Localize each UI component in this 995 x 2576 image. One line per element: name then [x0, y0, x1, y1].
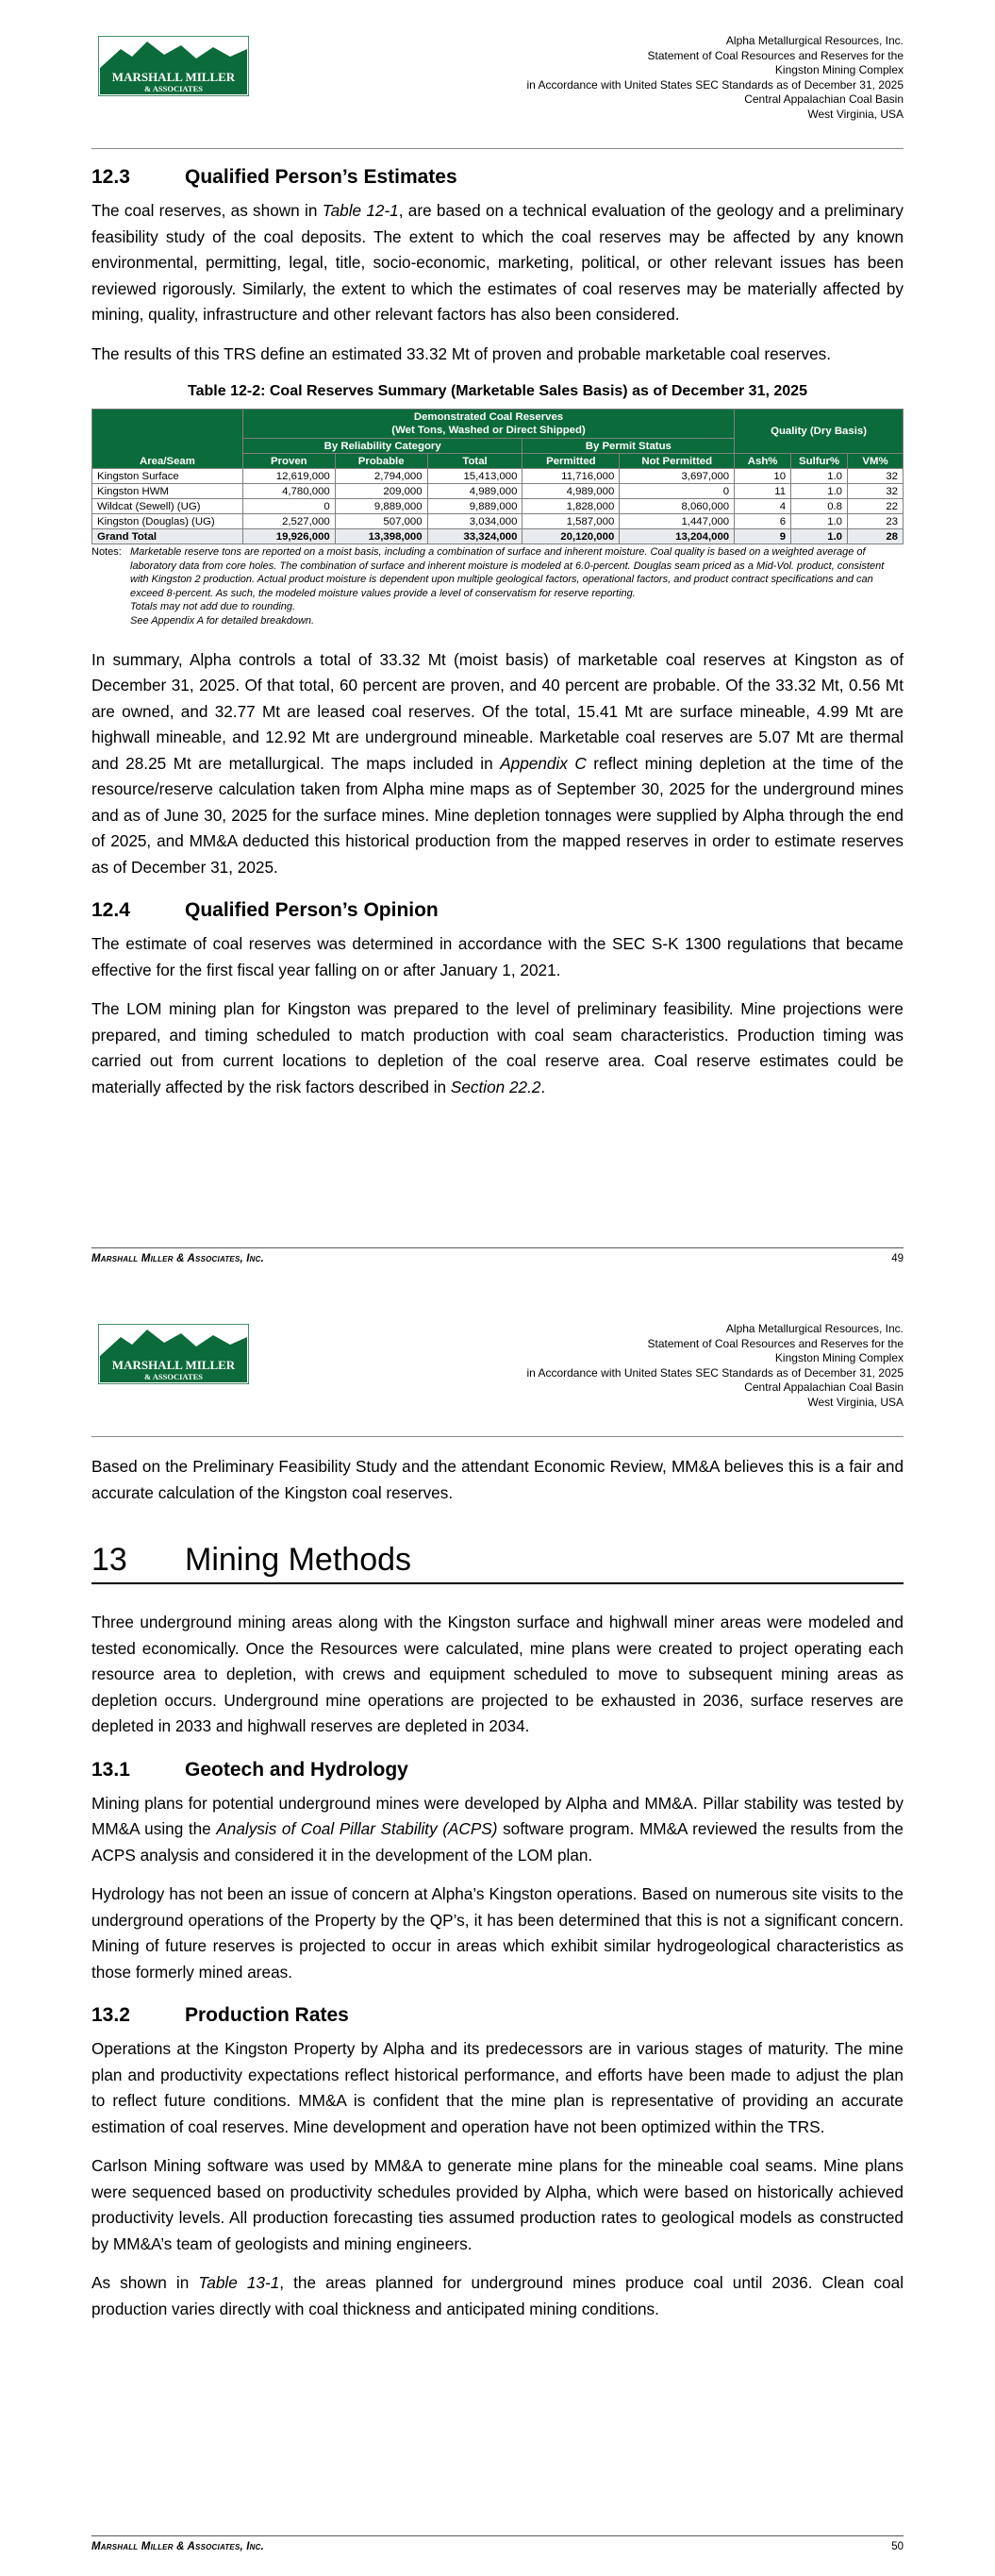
table-notes: Notes: Marketable reserve tons are reported on a moist basis, including a combination of surface and inherent moisture. Coal quality is based on a weighted average of laboratory data from core holes. The combination of surface and inherent moisture is modeled at 6.0-percent. Douglas seam priced as a Mid-Vol. product, consistent with Kingston 2 production. Actual product moisture is dependent upon multiple geological factors, operational factors, and product contract specifications and can exceed 8-percent. As such, the modeled moisture values provide a level of conservatism for reserve reporting. Totals may not add due to rounding. See Appendix A for detailed breakdown.	[91, 545, 904, 628]
paragraph-summary: In summary, Alpha controls a total of 33.32 Mt (moist basis) of marketable coal reserves at Kingston as of December 31, 2025. Of that total, 60 percent are proven, and 40 percent are probable. Of the 33.32 Mt, 0.56 Mt are owned, and 32.77 Mt are leased coal reserves. Of the total, 15.41 Mt are surface mineable, 4.99 Mt are highwall mineable, and 12.92 Mt are underground mineable. Marketable coal reserves are 5.07 Mt are thermal and 28.25 Mt are metallurgical. The maps included in Appendix C reflect mining depletion at the time of the resource/reserve calculation taken from Alpha mine maps as of September 30, 2025 for the underground mines and as of June 30, 2025 for the surface mines. Mine depletion tonnages were supplied by Alpha through the end of 2025, and MM&A deducted this historical production from the mapped reserves in order to estimate reserves as of December 31, 2025.	[91, 649, 904, 877]
header-complex: Kingston Mining Complex	[774, 1351, 904, 1365]
header-state: West Virginia, USA	[807, 107, 904, 121]
header-rule	[91, 148, 904, 149]
section-heading-13-2	[91, 2004, 904, 2027]
table-row: Kingston (Douglas) (UG) 2,527,000 507,000 3,034,000 1,587,000 1,447,000 6 1.0 23	[92, 514, 904, 529]
paragraph-mining-areas: Three underground mining areas along with the Kingston surface and highwall miner areas were modeled and tested economically. Once the Resources were calculated, mine plans were created to project operating each resource area to depletion, with crews and equipment scheduled to move to subsequent mining areas as depletion occurs. Underground mine operations are projected to be exhausted in 2036, surface reserves are depleted in 2033 and highwall reserves are depleted in 2034.	[91, 1613, 904, 1735]
col-probable: Probable	[335, 454, 427, 469]
main-content	[91, 166, 904, 1100]
paragraph-hydrology: Hydrology has not been an issue of concern at Alpha’s Kingston operations. Based on numerous site visits to the underground operations of the Property by the QP’s, it has been determined that this is not a significant concern. Mining of future reserves is projected to occur in areas which exhibit similar hydrogeological characteristics as those formerly mined areas.	[91, 1884, 904, 1982]
paragraph-conclusion: Based on the Preliminary Feasibility Study and the attendant Economic Review, MM&A believes this is a fair and accurate calculation of the Kingston coal reserves.	[91, 1457, 904, 1502]
logo-line1: MARSHALL MILLER	[111, 1358, 236, 1372]
note-appendix: See Appendix A for detailed breakdown.	[130, 614, 315, 627]
table-ref-link: Table 12-1	[322, 201, 399, 220]
header-basin: Central Appalachian Coal Basin	[744, 92, 904, 107]
chapter-number: 13	[91, 1542, 127, 1578]
section-title: Geotech and Hydrology	[185, 1758, 408, 1781]
footer-firm: Marshall Miller & Associates, Inc.	[91, 1253, 265, 1264]
section-title: Production Rates	[185, 2004, 349, 2026]
header-statement: Statement of Coal Resources and Reserves for the	[647, 1336, 904, 1350]
paragraph-sk1300: The estimate of coal reserves was determined in accordance with the SEC S-K 1300 regulations that became effective for the first fiscal year falling on or after January 1, 2021.	[91, 934, 904, 979]
note-rounding: Totals may not add due to rounding.	[130, 601, 296, 613]
section-heading-13-1	[91, 1759, 904, 1781]
paragraph-reserves-basis: The coal reserves, as shown in Table 12-1, are based on a technical evaluation of the geology and a preliminary feasibility study of the coal deposits. The extent to which the coal reserves may be affected by any known environmental, permitting, legal, title, socio-economic, marketing, political, or other relevant issues has been reviewed rigorously. Similarly, the extent to which the estimates of coal reserves may be materially affected by mining, quality, infrastructure and other relevant factors has also been considered.	[91, 201, 904, 324]
logo-line2: & ASSOCIATES	[144, 84, 203, 93]
chapter-heading-13	[91, 1542, 904, 1579]
main-content	[91, 1454, 904, 2322]
group-demonstrated: Demonstrated Coal Reserves (Wet Tons, Washed or Direct Shipped)	[242, 410, 734, 439]
paragraph-underground-production: As shown in Table 13-1, the areas planned for underground mines produce coal until 2036. Clean coal production varies directly with coal thickness and anticipated mining conditions.	[91, 2273, 904, 2318]
col-permitted: Permitted	[522, 454, 620, 469]
header-rule	[91, 1436, 904, 1437]
section-number: 12.4	[91, 899, 130, 922]
software-ref: Analysis of Coal Pillar Stability (ACPS)	[216, 1819, 498, 1838]
col-not-permitted: Not Permitted	[620, 454, 735, 469]
section-ref: Section 22.2	[450, 1077, 541, 1096]
paragraph-trs-results: The results of this TRS define an estimated 33.32 Mt of proven and probable marketable coal reserves.	[91, 343, 832, 363]
group-quality: Quality (Dry Basis)	[735, 410, 904, 454]
section-heading-12-3	[91, 166, 904, 189]
paragraph-maturity: Operations at the Kingston Property by Alpha and its predecessors are in various stages of maturity. The mine plan and productivity expectations reflect historical performance, and efforts have been made to adjust the plan to reflect future conditions. MM&A is confident that the mine plan is representative of providing an accurate estimation of coal reserves. Mine development and operation have not been optimized within the TRS.	[91, 2039, 904, 2136]
header-basin: Central Appalachian Coal Basin	[744, 1380, 904, 1395]
section-title: Qualified Person’s Opinion	[185, 899, 439, 922]
col-total: Total	[427, 454, 522, 469]
table-total-row: Grand Total 19,926,000 13,398,000 33,324,000 20,120,000 13,204,000 9 1.0 28	[92, 529, 904, 544]
table-row: Wildcat (Sewell) (UG) 0 9,889,000 9,889,000 1,828,000 8,060,000 4 0.8 22	[92, 499, 904, 514]
group-permit: By Permit Status	[522, 439, 735, 454]
header-standard: in Accordance with United States SEC Standards as of December 31, 2025	[526, 77, 904, 92]
footer-firm: Marshall Miller & Associates, Inc.	[91, 2541, 265, 2552]
company-logo	[98, 36, 249, 96]
col-proven: Proven	[242, 454, 335, 469]
logo-line2: & ASSOCIATES	[144, 1372, 203, 1381]
page-header	[526, 34, 904, 123]
section-number: 13.1	[91, 1758, 130, 1781]
chapter-title: Mining Methods	[185, 1542, 412, 1578]
col-sulfur: Sulfur%	[791, 454, 848, 469]
footer-rule	[91, 1247, 904, 1248]
table-ref: Table 13-1	[198, 2273, 280, 2292]
paragraph-carlson: Carlson Mining software was used by MM&A to generate mine plans for the mineable coal seams. Mine plans were sequenced based on productivity schedules provided by Alpha, which were based on historically achieved productivity levels. All production forecasting ties assumed production rates to geological models as constructed by MM&A’s team of geologists and mining engineers.	[91, 2156, 904, 2253]
header-standard: in Accordance with United States SEC Standards as of December 31, 2025	[526, 1365, 904, 1380]
footer-page-number: 49	[891, 1253, 904, 1264]
page-50	[0, 1288, 995, 2576]
header-company: Alpha Metallurgical Resources, Inc.	[725, 1322, 904, 1335]
header-state: West Virginia, USA	[807, 1395, 904, 1409]
table-row: Kingston Surface 12,619,000 2,794,000 15,413,000 11,716,000 3,697,000 10 1.0 32	[92, 469, 904, 484]
coal-reserves-table	[91, 409, 904, 544]
appendix-ref: Appendix C	[500, 753, 587, 773]
group-reliability: By Reliability Category	[242, 439, 522, 454]
header-complex: Kingston Mining Complex	[774, 63, 904, 77]
company-logo	[98, 1324, 249, 1384]
footer-rule	[91, 2535, 904, 2536]
header-company: Alpha Metallurgical Resources, Inc.	[725, 34, 904, 47]
col-area-seam: Area/Seam	[92, 410, 243, 469]
table-row: Kingston HWM 4,780,000 209,000 4,989,000 4,989,000 0 11 1.0 32	[92, 484, 904, 499]
paragraph-pillar-stability: Mining plans for potential underground mines were developed by Alpha and MM&A. Pillar stability was tested by MM&A using the Analysis of Coal Pillar Stability (ACPS) software program. MM&A reviewed the results from the ACPS analysis and considered it in the development of the LOM plan.	[91, 1793, 904, 1865]
chapter-rule	[91, 1582, 904, 1584]
col-vm: VM%	[848, 454, 904, 469]
section-title: Qualified Person’s Estimates	[185, 166, 457, 188]
logo-line1: MARSHALL MILLER	[111, 70, 236, 84]
section-heading-12-4	[91, 899, 904, 922]
section-number: 12.3	[91, 166, 130, 188]
table-caption: Table 12-2: Coal Reserves Summary (Marketable Sales Basis) as of December 31, 2025	[188, 383, 807, 399]
header-statement: Statement of Coal Resources and Reserves for the	[647, 48, 904, 62]
col-ash: Ash%	[735, 454, 791, 469]
note-moisture: Marketable reserve tons are reported on a moist basis, including a combination of surface and inherent moisture. Coal quality is based on a weighted average of laboratory data from core holes. The combination of surface and inherent moisture is modeled at 6.0-percent. Douglas seam priced as a Mid-Vol. product, consistent with Kingston 2 production. Actual product moisture is dependent upon multiple geological factors, operational factors, and product contract specifications and can exceed 8-percent. As such, the modeled moisture values provide a level of conservatism for reserve reporting.	[130, 546, 885, 599]
page-header	[526, 1322, 904, 1411]
paragraph-lom-plan: The LOM mining plan for Kingston was prepared to the level of preliminary feasibility. Mine projections were prepared, and timing scheduled to match production with coal seam characteristics. Production timing was carried out from current locations to depletion of the coal reserve area. Coal reserve estimates could be materially affected by the risk factors described in Section 22.2.	[91, 999, 904, 1096]
section-number: 13.2	[91, 2004, 130, 2026]
footer-page-number: 50	[891, 2541, 904, 2552]
